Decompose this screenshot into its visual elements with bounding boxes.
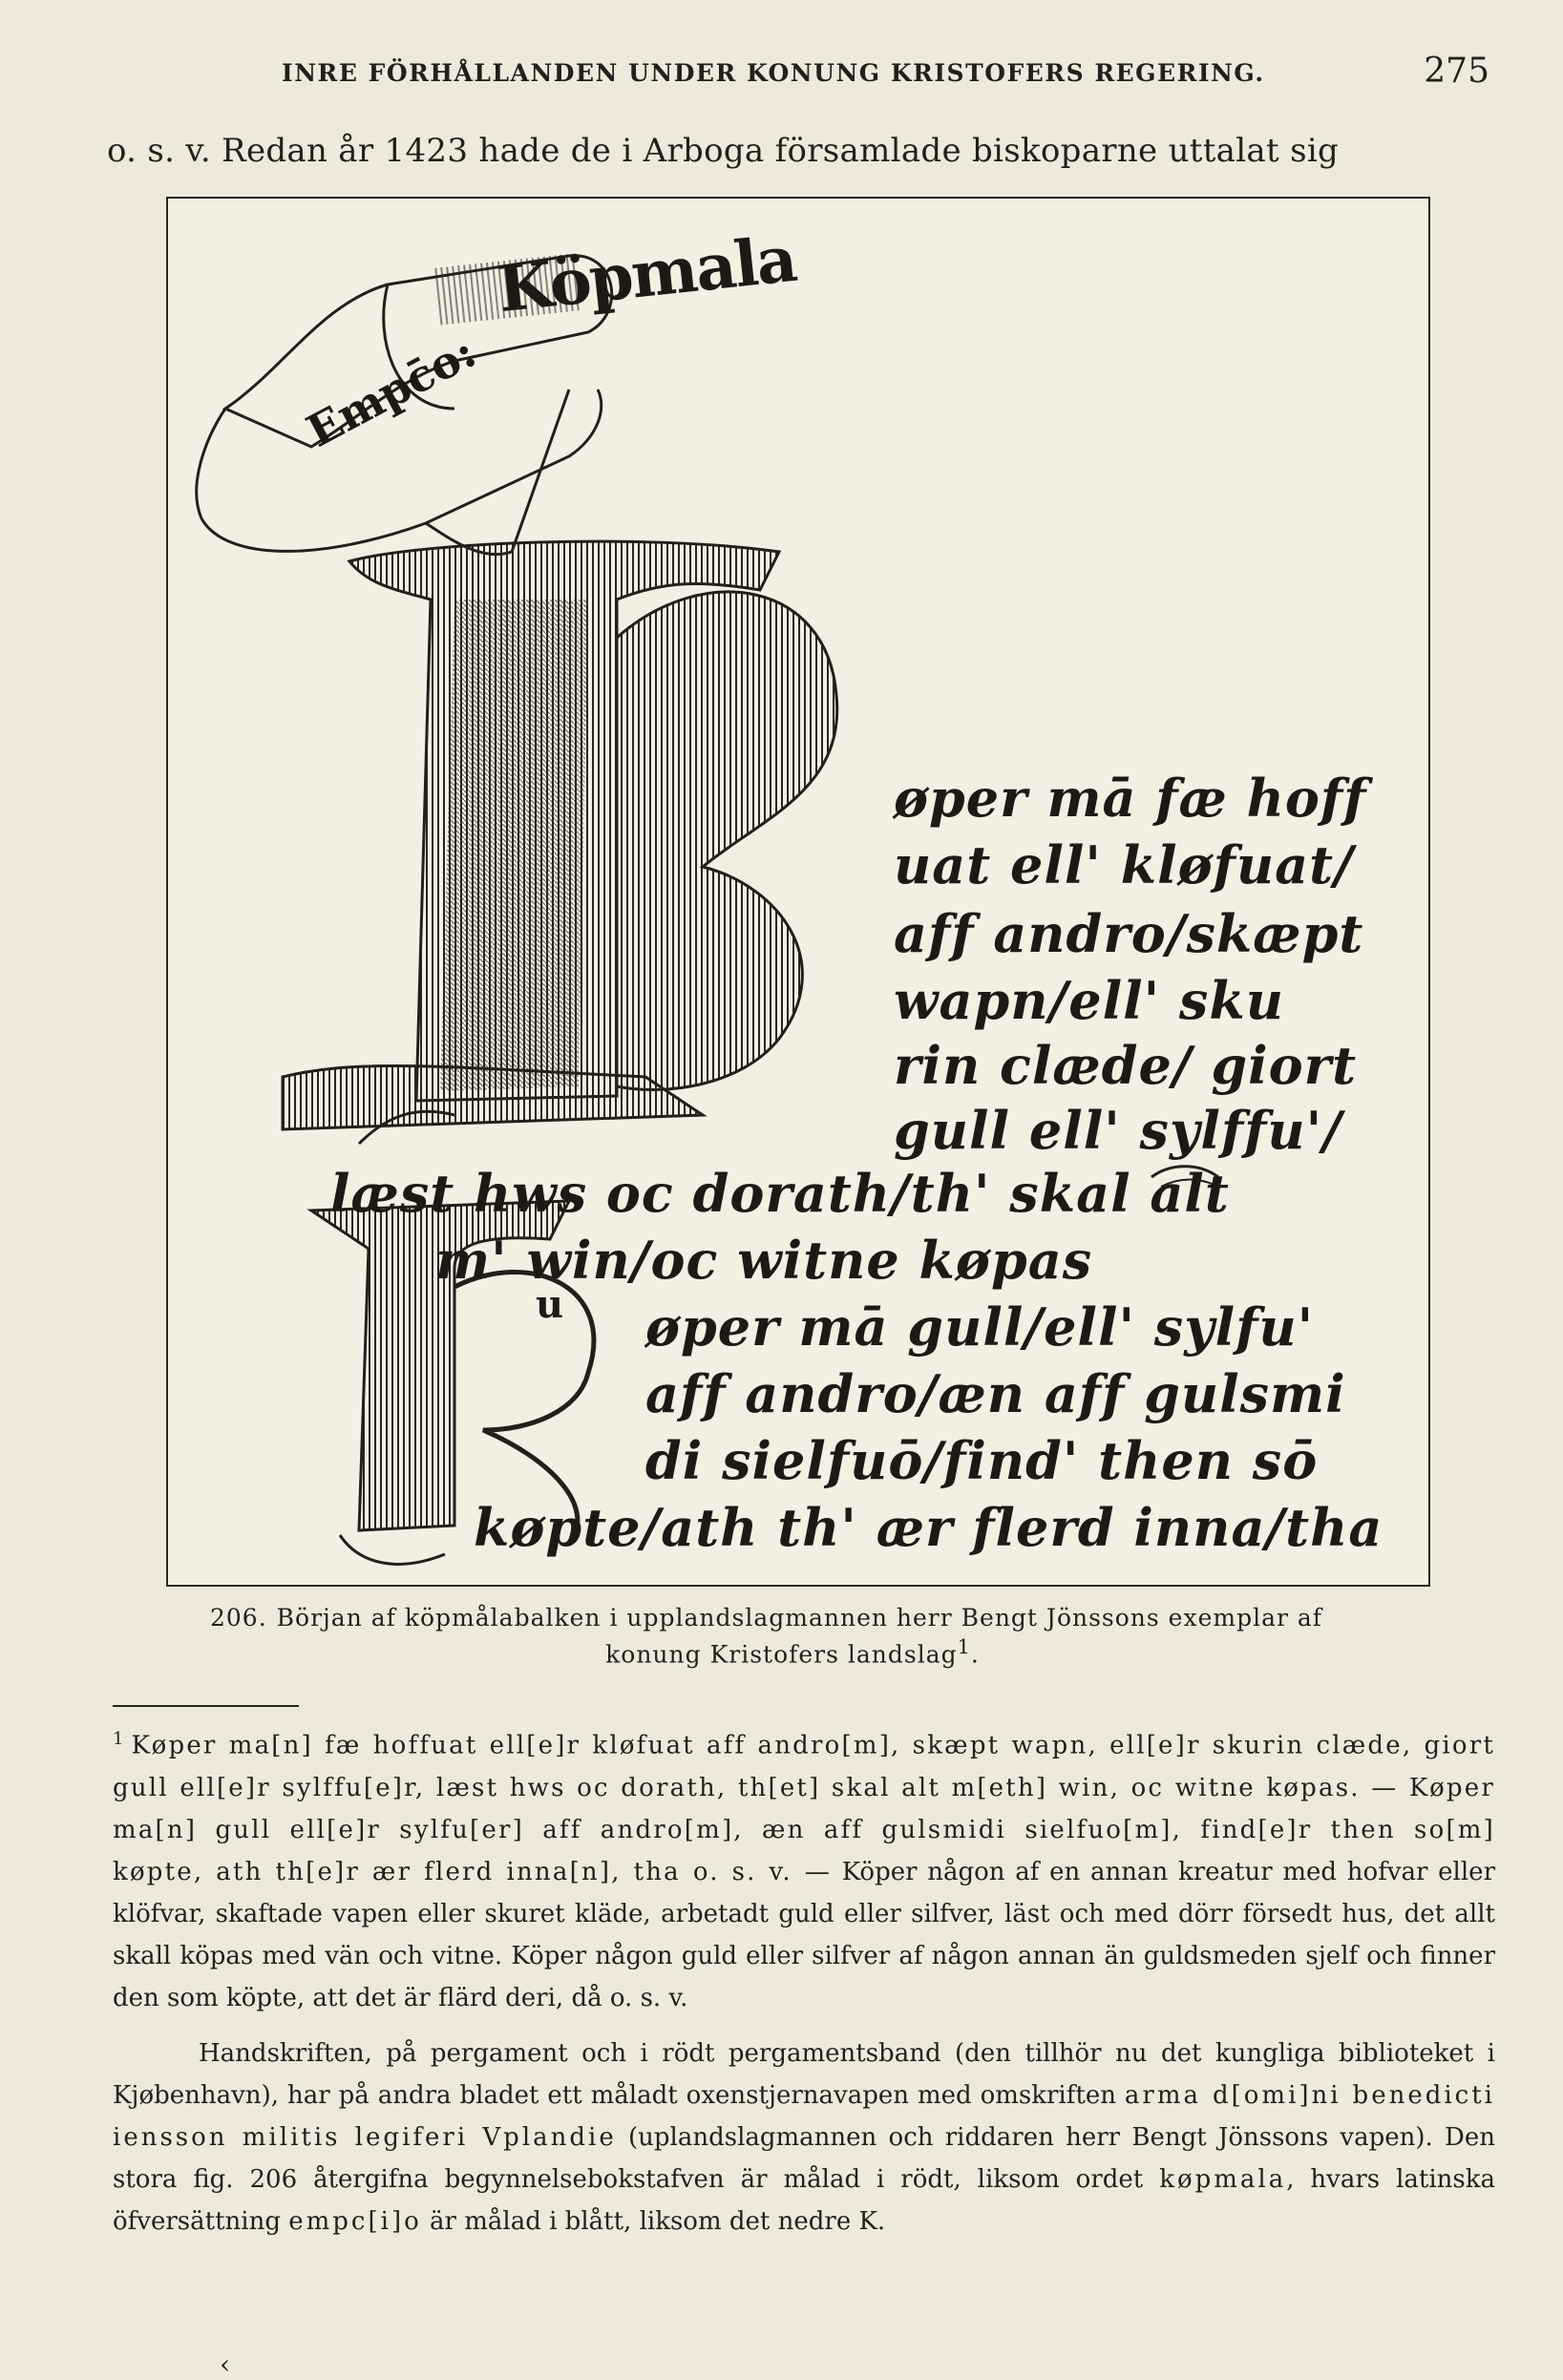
footnote-marker: 1 bbox=[113, 1729, 124, 1749]
manuscript-description bbox=[113, 2032, 1495, 2243]
manuscript-line: køpte/ath th' ær flerd inna/tha bbox=[474, 1497, 1383, 1558]
banner-word-kopmala: Köpmala bbox=[494, 221, 799, 327]
manuscript-figure bbox=[166, 197, 1430, 1587]
footnote-ref: 1 bbox=[957, 1635, 971, 1658]
word-empcio: empc[i]o bbox=[288, 2206, 422, 2236]
footnote-divider bbox=[113, 1705, 299, 1707]
paragraph-text: , hvars latinska öfversättning bbox=[113, 2164, 1495, 2236]
manuscript-line: øper mā fæ hoff bbox=[894, 768, 1367, 829]
banner-word-empcio: Empc̄o: bbox=[298, 326, 485, 457]
caption-line-2: konung Kristofers landslag bbox=[605, 1640, 958, 1669]
stray-mark: ‹ bbox=[220, 2348, 231, 2380]
figure-number: 206. bbox=[210, 1604, 267, 1632]
footnote-translation: Köper någon af en annan kreatur med hofvar eller klöfvar, skaftade vapen eller skuret kläde, arbetadt guld eller silfver, läst och med dörr försedt hus, det allt skall köpas med vän och vitne. Köper någon guld eller silfver af någon annan än guldsmeden sjelf och finner den som köpte, att det är flärd deri, då o. s. v. bbox=[113, 1857, 1495, 2012]
caption-end: . bbox=[970, 1640, 980, 1669]
arms-inscription: arma d[omi]ni benedicti iensson militis legiferi Vplandie bbox=[113, 2080, 1495, 2152]
small-letter-u: u bbox=[536, 1282, 564, 1327]
paragraph-text: Handskriften, på pergament och i rödt pergamentsband (den tillhör nu det kungliga biblioteket i Kjøbenhavn), har på andra bladet ett måladt oxenstjernavapen med omskriften bbox=[113, 2038, 1495, 2110]
big-initial-k bbox=[283, 541, 837, 1144]
footnote-transcription: Køper ma[n] fæ hoffuat ell[e]r kløfuat aff andro[m], skæpt wapn, ell[e]r skurin clæde, giort gull ell[e]r sylffu[e]r, læst hws oc dorath, th[et] skal alt m[eth] win, oc witne køpas. — Køper ma[n] gull ell[e]r sylfu[er] aff andro[m], æn aff gulsmidi sielfuo[m], find[e]r then so[m] køpte, ath th[e]r ær flerd inna[n], tha o. s. v. — bbox=[113, 1731, 1495, 1886]
caption-line-1: Början af köpmålabalken i upplandslagmannen herr Bengt Jönssons exemplar af bbox=[276, 1604, 1323, 1632]
word-kopmala: køpmala bbox=[1159, 2164, 1287, 2194]
manuscript-line: gull ell' sylffu'/ bbox=[894, 1100, 1342, 1161]
manuscript-line: aff andro/æn aff gulsmi bbox=[645, 1363, 1346, 1424]
running-head bbox=[86, 50, 1489, 95]
body-text-first-line: o. s. v. Redan år 1423 hade de i Arboga församlade biskoparne uttalat sig bbox=[107, 132, 1340, 170]
manuscript-line: m' win/oc witne køpas bbox=[435, 1230, 1093, 1291]
manuscript-line: aff andro/skæpt bbox=[894, 903, 1364, 964]
figure-caption bbox=[210, 1604, 1413, 1669]
paragraph-text: är målad i blått, liksom det nedre K. bbox=[430, 2206, 886, 2236]
manuscript-line: øper mā gull/ell' sylfu' bbox=[645, 1296, 1315, 1358]
manuscript-line: læst hws oc dorath/th' skal alt bbox=[330, 1163, 1230, 1224]
manuscript-line: wapn/ell' sku bbox=[894, 970, 1285, 1031]
paragraph-text: (uplandslagmannen och riddaren herr Bengt Jönssons vapen). Den stora fig. 206 återgifna begynnelsebokstafven är målad i rödt, liksom ordet bbox=[113, 2122, 1496, 2194]
footnote-block bbox=[113, 1718, 1495, 2243]
manuscript-line: rin clæde/ giort bbox=[894, 1035, 1358, 1096]
running-title: INRE FÖRHÅLLANDEN UNDER KONUNG KRISTOFERS REGERING. bbox=[282, 59, 1265, 87]
manuscript-line: uat ell' kløfuat/ bbox=[894, 834, 1354, 895]
manuscript-line: di sielfuō/find' then sō bbox=[645, 1430, 1319, 1491]
page-number: 275 bbox=[1424, 52, 1489, 91]
